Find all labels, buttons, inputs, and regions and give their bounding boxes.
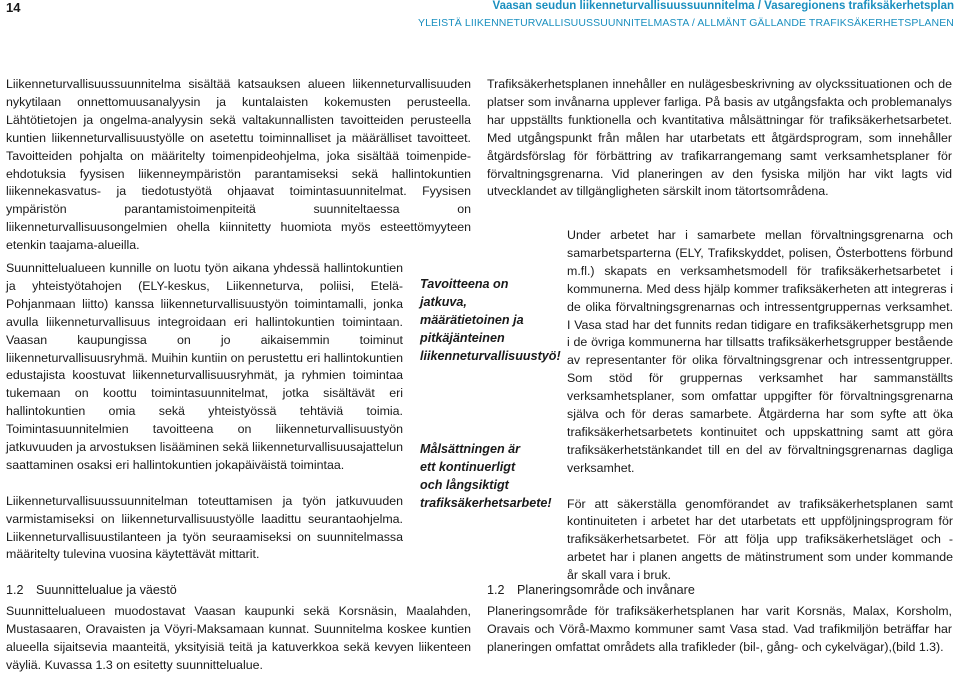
finnish-paragraph-2: Suunnittelualueen kunnille on luotu työn aikana yhdessä hallintokuntien ja yhteistyötahojen (ELY-keskus, Liikenneturva, poliisi, Etelä-Pohjanmaan liitto) kanssa liikenneturvallisuustyön toimintamalli, jonka avulla liikenneturvallisuus integroidaan eri hallintokuntien toimintaan. Vaasan kaupungissa on jo aikaisemmin toiminut liikenneturvallisuusryhmä. Muihin kuntiin on perustettu eri hallintokuntien edustajista koostuvat liikenneturvallisuusryhmät, ja ryhmien toimintaa tukemaan on koottu toimintasuunnitelmat, jotka sisältävät eri hallintokuntien omia sekä yhteistyössä tehtäviä toimia. Toimintasuunnitelmien tavoitteena on liikenneturvallisuustyön jatkuvuuden ja arvostuksen lisääminen sekä liikenneturvallisuusajattelun saattaminen osaksi eri hallintokuntien jokapäiväistä toimintaa.	[6, 261, 403, 472]
swedish-section-paragraph: Planeringsområde för trafiksäkerhetsplanen har varit Korsnäs, Malax, Korsholm, Oravais och Vörå-Maxmo kommuner samt Vasa stad. Vad trafikmiljön beträffar har planeringen omfattat områdets alla trafikleder (bil-, gång- och cykelvägar),(bild 1.3).	[487, 604, 952, 654]
swedish-paragraph-1: Trafiksäkerhetsplanen innehåller en nulägesbeskrivning av olyckssituationen och de platser som invånarna upplever farliga. På basis av utgångsfakta och problemanalys har uppställts funktionella och kvantitativa målsättningar för trafiksäkerhetsarbetet. Med utgångspunkt från målen har utarbetats ett åtgärdsprogram, som innehåller åtgärdsförslag för förbättring av trafikarrangemang samt verksamhetsplaner för förvaltningsgrenarna. Vid planeringen av den fysiska miljön har vikt lagts vid utvecklandet av tillgängligheten särskilt inom tätortsområdena.	[487, 77, 952, 199]
finnish-paragraph-3: Liikenneturvallisuussuunnitelman toteuttamisen ja työn jatkuvuuden varmistamiseksi on liikenneturvallisuustyölle laadittu seurantaohjelma. Liikenneturvallisuustilanteen ja työn seuraamiseksi on suunnitelmassa määritelty tulevina vuosina käytettävät mittarit.	[6, 493, 403, 562]
section-number: 1.2	[487, 583, 505, 597]
section-number: 1.2	[6, 583, 24, 597]
swedish-intro-column	[487, 76, 952, 201]
finnish-section-body	[6, 603, 471, 675]
finnish-section-paragraph: Suunnittelualueen muodostavat Vaasan kaupunki sekä Korsnäsin, Maalahden, Mustasaaren, Oravaisten ja Vöyri-Maksamaan kunnat. Suunnitelma koskee kuntien alueella sijaitsevia maanteitä, yksityisiä teitä ja katuverkkoa sekä kevyen liikenteen väyliä. Kuvassa 1.3 on esitetty suunnittelualue.	[6, 604, 471, 672]
swedish-pull-quote: Målsättningen är ett kontinuerligt och långsiktigt trafiksäkerhetsarbete!	[420, 442, 552, 510]
finnish-narrow-column	[6, 260, 403, 564]
section-title: Planeringsområde och invånare	[517, 583, 695, 597]
swedish-section-heading	[487, 583, 695, 597]
finnish-pull-quote: Tavoitteena on jatkuva, määrätietoinen ja pitkäjänteinen liikenneturvallisuustyö!	[420, 277, 561, 363]
header-title: Vaasan seudun liikenneturvallisuussuunnitelma / Vasaregionens trafiksäkerhetsplan	[492, 0, 954, 12]
header-subtitle: YLEISTÄ LIIKENNETURVALLISUUSSUUNNITELMASTA / ALLMÄNT GÄLLANDE TRAFIKSÄKERHETSPLANEN	[418, 17, 954, 29]
swedish-paragraph-2: Under arbetet har i samarbete mellan förvaltningsgrenarna och samarbetsparterna (ELY, Trafikskyddet, polisen, Österbottens förbund m.fl.) skapats en verksamhetsmodell för trafiksäkerhetsarbetet i kommunerna. Med dess hjälp kommer trafiksäkerheten att integreras i de olika förvaltningsgrenarnas och intressentgruppernas verksamhet. I Vasa stad har det funnits redan tidigare en trafiksäkerhetsgrupp men i de övriga kommunerna har tillsatts trafiksäkerhetsgrupper bestående av representanter för olika förvaltningsgrenar och intressentgrupper. Som stöd för gruppernas verksamhet har sammanställts verksamhetsplaner, som omfattar uppgifter för förvaltningsgrenarna själva och för deras samarbete. Åtgärderna har som syfte att öka trafiksäkerhetsarbetets kontinuitet och uppskattning samt att göra trafiksäkerhetstänkandet till en del av förvaltningsgrenarnas dagliga verksamhet.	[567, 228, 953, 475]
section-title: Suunnittelualue ja väestö	[36, 583, 177, 597]
page-number: 14	[6, 0, 21, 15]
finnish-section-heading	[6, 583, 177, 597]
swedish-narrow-column	[567, 227, 953, 585]
finnish-paragraph-1: Liikenneturvallisuussuunnitelma sisältää katsauksen alueen liikenneturvallisuuden nykytilaan onnettomuusanalyysin ja kuntalaisten kokemusten perusteella. Lähtötietojen ja ongelma-analyysin sekä valtakunnallisten tavoitteiden perusteella kuntien liikenneturvallisuustyölle on asetettu toiminnalliset ja määrälliset tavoitteet. Tavoitteiden pohjalta on määritelty toimenpideohjelma, joka sisältää toimenpide-ehdotuksia fyysisen liikenneympäristön parantamiseksi sekä hallintokuntien liikennekasvatus- ja tiedotustyötä ohjaavat toimintasuunnitelmat. Fyysisen ympäristön parantamistoimenpiteitä suunniteltaessa on liikenneturvallisuusongelmien ohella kiinnitetty huomiota myös esteettömyyteen etenkin taajama-alueilla.	[6, 77, 471, 253]
finnish-intro-column	[6, 76, 471, 255]
swedish-paragraph-3: För att säkerställa genomförandet av trafiksäkerhetsplanen samt kontinuiteten i arbetet har det utarbetats ett uppföljningsprogram för trafiksäkerhetsarbetet. För att följa upp trafiksäkerhetsläget och -arbetet har i planen angetts de mätinstrument som under kommande år skall vara i bruk.	[567, 496, 953, 583]
swedish-section-body	[487, 603, 952, 657]
